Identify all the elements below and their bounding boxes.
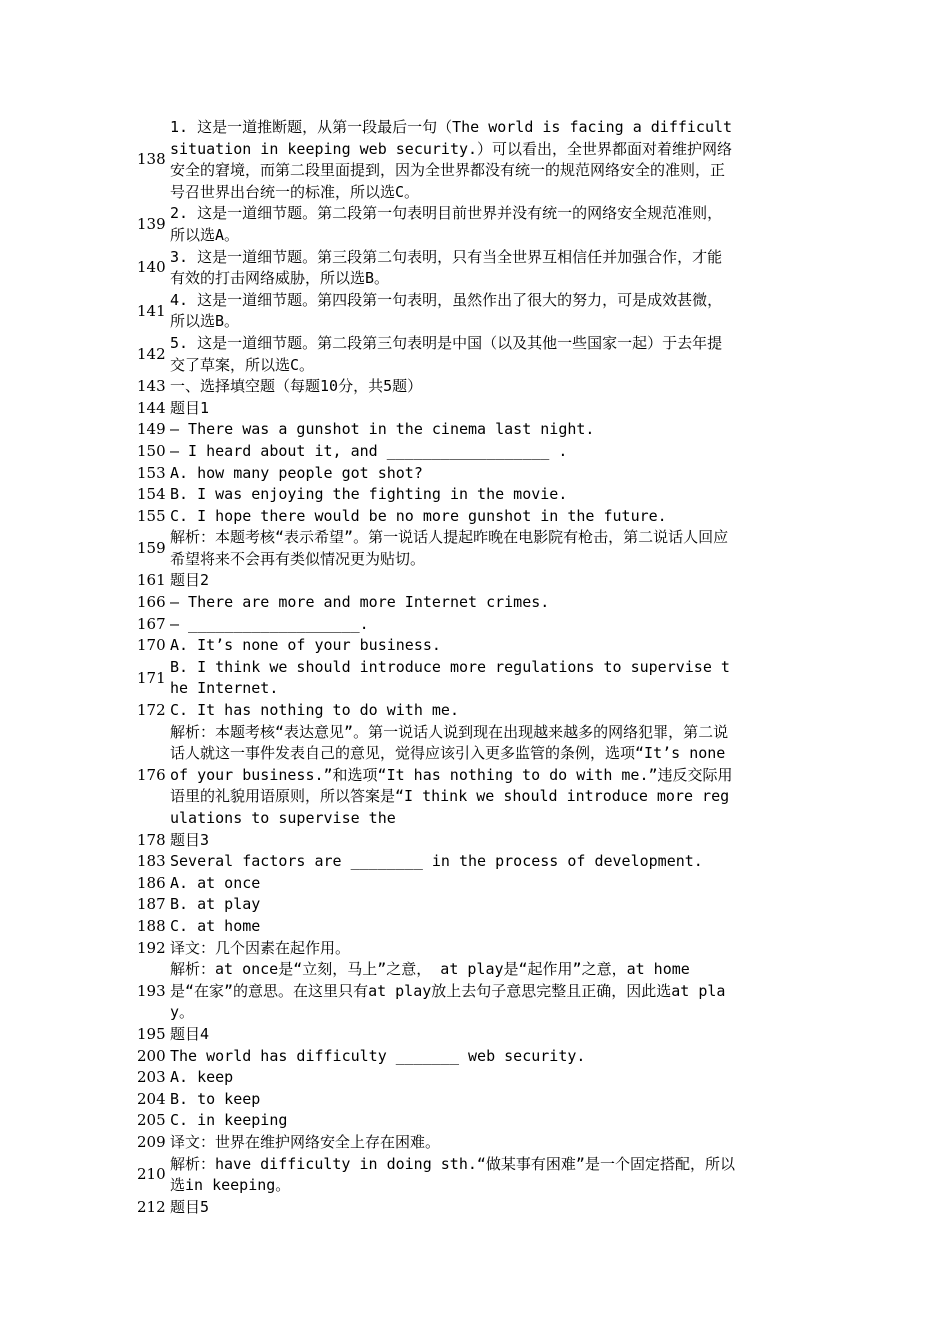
line-text: B. I think we should introduce more regulations to supervise the Internet. bbox=[170, 657, 730, 698]
line-text: B. to keep bbox=[170, 1089, 261, 1108]
line-text: — ___________________. bbox=[170, 614, 369, 633]
line-text: 解析：本题考核“表达意见”。第一说话人说到现在出现越来越多的网络犯罪，第二说话人就这一事件发表自己的意见，觉得应该引入更多监管的条例，选项“It’s none of your business.”和选项“It has nothing to do with me.”违反交际用语里的礼貌用语原则，所以答案是“I think we should introduce more regulations to supervise the bbox=[170, 722, 733, 827]
line-number: 149 bbox=[137, 420, 166, 439]
document-line bbox=[137, 700, 737, 722]
line-text: 一、选择填空题（每题10分，共5题） bbox=[170, 377, 423, 396]
document-line bbox=[137, 1089, 737, 1111]
line-number: 193 bbox=[137, 981, 166, 1000]
document-line bbox=[137, 290, 737, 333]
line-number: 186 bbox=[137, 873, 166, 892]
line-text: 3. 这是一道细节题。第三段第二句表明，只有当全世界互相信任并加强合作，才能有效的打击网络威胁，所以选B。 bbox=[170, 247, 723, 288]
line-number: 178 bbox=[137, 830, 166, 849]
document-line bbox=[137, 657, 737, 700]
line-text: 题目3 bbox=[170, 830, 210, 849]
document-line bbox=[137, 1046, 737, 1068]
line-number: 166 bbox=[137, 593, 166, 612]
document-line bbox=[137, 117, 737, 203]
document-line bbox=[137, 570, 737, 592]
line-number: 170 bbox=[137, 636, 166, 655]
document-line bbox=[137, 722, 737, 830]
line-number: 183 bbox=[137, 852, 166, 871]
line-number: 159 bbox=[137, 539, 166, 558]
document-line bbox=[137, 463, 737, 485]
document-line bbox=[137, 506, 737, 528]
document-line bbox=[137, 1197, 737, 1219]
line-text: Several factors are ________ in the process of development. bbox=[170, 852, 703, 871]
line-text: B. I was enjoying the fighting in the movie. bbox=[170, 485, 568, 504]
document-line bbox=[137, 830, 737, 852]
line-text: A. It’s none of your business. bbox=[170, 636, 441, 655]
line-text: The world has difficulty _______ web security. bbox=[170, 1046, 586, 1065]
document-line bbox=[137, 398, 737, 420]
line-number: 154 bbox=[137, 485, 166, 504]
document-line bbox=[137, 376, 737, 398]
document-line bbox=[137, 1154, 737, 1197]
line-text: B. at play bbox=[170, 895, 261, 914]
line-number: 187 bbox=[137, 895, 166, 914]
line-text: C. It has nothing to do with me. bbox=[170, 701, 459, 720]
line-number: 143 bbox=[137, 377, 166, 396]
document-line bbox=[137, 203, 737, 246]
line-text: 解析：have difficulty in doing sth.“做某事有困难”是一个固定搭配，所以选in keeping。 bbox=[170, 1154, 735, 1195]
line-number: 150 bbox=[137, 441, 166, 460]
line-number: 144 bbox=[137, 398, 166, 417]
document-line bbox=[137, 484, 737, 506]
document-line bbox=[137, 938, 737, 960]
line-number: 141 bbox=[137, 301, 166, 320]
line-text: 题目2 bbox=[170, 571, 210, 590]
document-line bbox=[137, 592, 737, 614]
document-line bbox=[137, 1024, 737, 1046]
document-line bbox=[137, 1110, 737, 1132]
line-number: 171 bbox=[137, 668, 166, 687]
line-number: 172 bbox=[137, 701, 166, 720]
line-number: 139 bbox=[137, 215, 166, 234]
line-number: 200 bbox=[137, 1046, 166, 1065]
line-number: 209 bbox=[137, 1132, 166, 1151]
document-line bbox=[137, 916, 737, 938]
numbered-lines bbox=[137, 117, 737, 1218]
line-text: 解析：本题考核“表示希望”。第一说话人提起昨晚在电影院有枪击，第二说话人回应希望将来不会再有类似情况更为贴切。 bbox=[170, 528, 729, 568]
line-text: — There are more and more Internet crimes. bbox=[170, 593, 550, 612]
document-line bbox=[137, 851, 737, 873]
line-number: 212 bbox=[137, 1197, 166, 1216]
line-text: 解析：at once是“立刻，马上”之意， at play是“起作用”之意，at home 是“在家”的意思。在这里只有at play放上去句子意思完整且正确，因此选at play。 bbox=[170, 960, 726, 1022]
document-line bbox=[137, 1132, 737, 1154]
line-text: C. in keeping bbox=[170, 1111, 288, 1130]
line-number: 167 bbox=[137, 614, 166, 633]
line-text: C. I hope there would be no more gunshot in the future. bbox=[170, 506, 667, 525]
document-line bbox=[137, 635, 737, 657]
line-text: 4. 这是一道细节题。第四段第一句表明，虽然作出了很大的努力，可是成效甚微，所以选B。 bbox=[170, 290, 723, 331]
line-number: 140 bbox=[137, 258, 166, 277]
document-line bbox=[137, 441, 737, 463]
line-number: 155 bbox=[137, 506, 166, 525]
line-text: C. at home bbox=[170, 916, 261, 935]
line-number: 161 bbox=[137, 571, 166, 590]
document-line bbox=[137, 247, 737, 290]
line-text: A. at once bbox=[170, 873, 261, 892]
document-line bbox=[137, 1067, 737, 1089]
line-text: 译文：几个因素在起作用。 bbox=[170, 938, 351, 957]
line-number: 195 bbox=[137, 1024, 166, 1043]
document-line bbox=[137, 873, 737, 895]
line-number: 192 bbox=[137, 938, 166, 957]
line-text: 1. 这是一道推断题，从第一段最后一句（The world is facing a difficult situation in keeping web security.）可以看出，全世界都面对着维护网络安全的窘境，而第二段里面提到，因为全世界都没有统一的规范网络安全的准则，正号召世界出台统一的标准，所以选C。 bbox=[170, 118, 733, 201]
line-text: 5. 这是一道细节题。第二段第三句表明是中国（以及其他一些国家一起）于去年提交了草案，所以选C。 bbox=[170, 333, 723, 374]
line-number: 153 bbox=[137, 463, 166, 482]
line-text: 题目4 bbox=[170, 1024, 210, 1043]
line-number: 204 bbox=[137, 1089, 166, 1108]
document-line bbox=[137, 419, 737, 441]
document-line bbox=[137, 527, 737, 570]
line-text: 译文：世界在维护网络安全上存在困难。 bbox=[170, 1132, 441, 1151]
document-line bbox=[137, 614, 737, 636]
line-text: — I heard about it, and __________________ . bbox=[170, 441, 568, 460]
document-line bbox=[137, 959, 737, 1024]
line-text: 2. 这是一道细节题。第二段第一句表明目前世界并没有统一的网络安全规范准则，所以选A。 bbox=[170, 204, 723, 244]
document-line bbox=[137, 333, 737, 376]
line-number: 210 bbox=[137, 1165, 166, 1184]
line-number: 138 bbox=[137, 150, 166, 169]
line-text: A. keep bbox=[170, 1068, 234, 1087]
line-text: — There was a gunshot in the cinema last night. bbox=[170, 420, 595, 439]
line-text: 题目1 bbox=[170, 398, 210, 417]
line-number: 188 bbox=[137, 916, 166, 935]
line-text: 题目5 bbox=[170, 1197, 210, 1216]
line-number: 142 bbox=[137, 344, 166, 363]
line-number: 203 bbox=[137, 1068, 166, 1087]
line-number: 176 bbox=[137, 765, 166, 784]
document-line bbox=[137, 894, 737, 916]
line-number: 205 bbox=[137, 1111, 166, 1130]
line-text: A. how many people got shot? bbox=[170, 463, 423, 482]
